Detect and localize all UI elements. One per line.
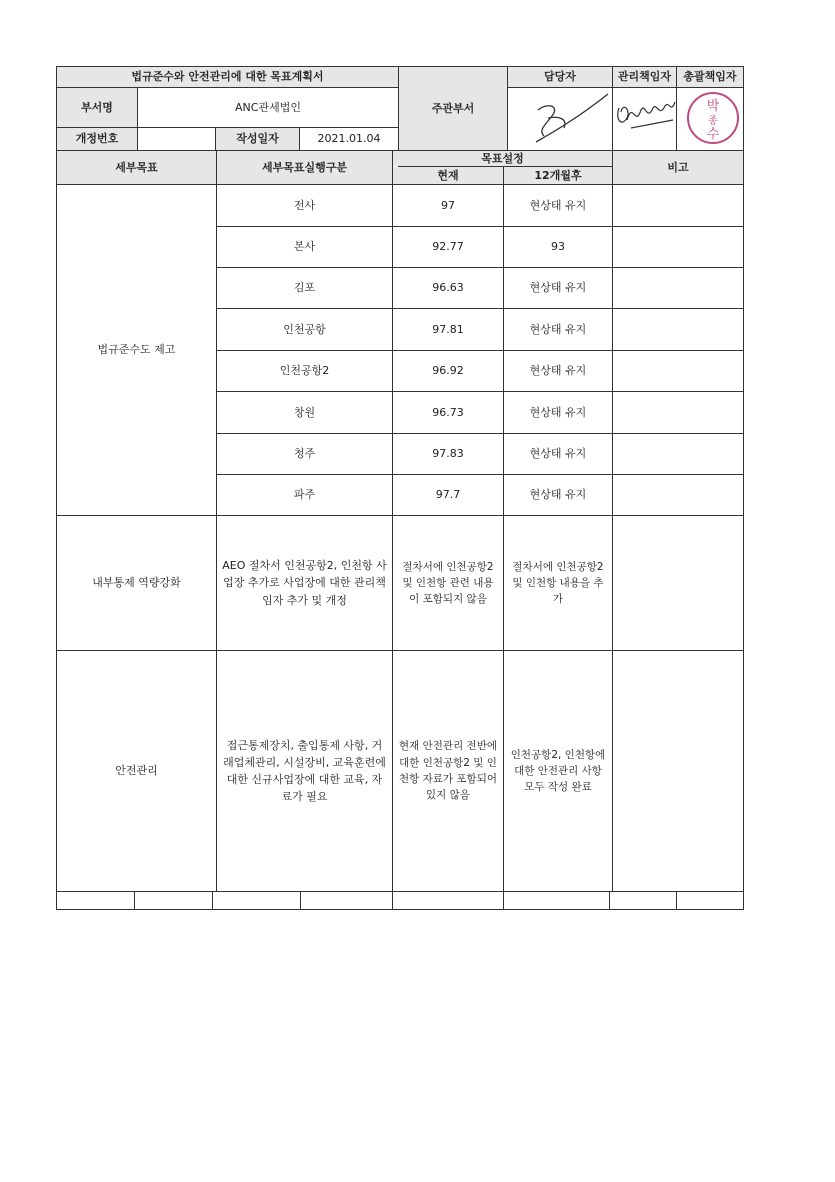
category-cell: 청주 — [293, 447, 316, 461]
target-value: 현상태 유지 — [529, 322, 587, 336]
target-value: 현상태 유지 — [529, 488, 587, 502]
current-value: 97 — [441, 198, 455, 212]
current-value: 96.92 — [432, 364, 464, 378]
signature-manager — [613, 88, 676, 150]
safety-current: 현재 안전관리 전반에 대한 인천공항2 및 인천항 자료가 포함되어 있지 않음 — [399, 740, 497, 802]
goal-compliance: 법규준수도 제고 — [97, 343, 176, 357]
target-value: 현상태 유지 — [529, 447, 587, 461]
signature-staff — [508, 88, 612, 150]
signer-label-director: 총괄책임자 — [677, 67, 743, 87]
internal-control-current: 절차서에 인천공항2 및 인천항 관련 내용이 포함되지 않음 — [402, 560, 494, 606]
stamp-director — [677, 88, 743, 150]
col-remarks-header: 비고 — [613, 151, 743, 184]
signer-label-manager: 관리책임자 — [613, 67, 676, 87]
dept-value: ANC관세법인 — [235, 100, 301, 114]
col-target-header: 목표설정 — [393, 151, 612, 166]
revision-label: 개정번호 — [57, 128, 137, 150]
svg-text:박: 박 — [706, 99, 720, 114]
safety-after12: 인천공항2, 인천항에 대한 안전관리 사항 모두 작성 완료 — [510, 748, 606, 794]
safety-category: 접근통제장치, 출입통제 사항, 거래업체관리, 시설장비, 교육훈련에 대한 신규사업장에 대한 교육, 자료가 필요 — [223, 738, 386, 804]
target-value: 현상태 유지 — [529, 198, 587, 212]
main-dept-label: 주관부서 — [399, 67, 507, 150]
svg-text:종: 종 — [708, 116, 718, 127]
current-value: 92.77 — [432, 240, 464, 254]
date-value: 2021.01.04 — [317, 132, 381, 146]
category-cell: 창원 — [293, 405, 316, 419]
current-value: 97.83 — [432, 447, 464, 461]
svg-text:수: 수 — [706, 127, 720, 142]
date-label: 작성일자 — [216, 128, 299, 150]
revision-value — [138, 128, 215, 150]
category-cell: 전사 — [293, 198, 316, 212]
goal-safety: 안전관리 — [115, 764, 158, 778]
category-cell: 본사 — [293, 240, 316, 254]
internal-control-after12: 절차서에 인천공항2 및 인천항 내용을 추가 — [512, 560, 604, 606]
col-current-header: 현재 — [393, 167, 503, 184]
target-value: 현상태 유지 — [529, 281, 587, 295]
current-value: 96.73 — [432, 405, 464, 419]
goal-internal-control: 내부통제 역량강화 — [92, 576, 181, 590]
target-value: 93 — [551, 240, 565, 254]
category-cell: 파주 — [293, 488, 316, 502]
col-after12-header: 12개월후 — [504, 167, 612, 184]
col-goal-header: 세부목표 — [57, 151, 216, 184]
current-value: 97.7 — [435, 488, 461, 502]
current-value: 96.63 — [432, 281, 464, 295]
category-cell: 인천공항2 — [279, 364, 330, 378]
target-value: 현상태 유지 — [529, 364, 587, 378]
signer-label-staff: 담당자 — [508, 67, 612, 87]
col-category-header: 세부목표실행구분 — [217, 151, 392, 184]
category-cell: 인천공항 — [283, 322, 326, 336]
current-value: 97.81 — [432, 322, 464, 336]
dept-label: 부서명 — [57, 88, 137, 127]
document-title: 법규준수와 안전관리에 대한 목표계획서 — [57, 67, 398, 87]
category-cell: 김포 — [293, 281, 316, 295]
target-value: 현상태 유지 — [529, 405, 587, 419]
internal-control-category: AEO 절차서 인천공항2, 인천항 사업장 추가로 사업장에 대한 관리책임자 추가 및 개정 — [222, 559, 387, 607]
